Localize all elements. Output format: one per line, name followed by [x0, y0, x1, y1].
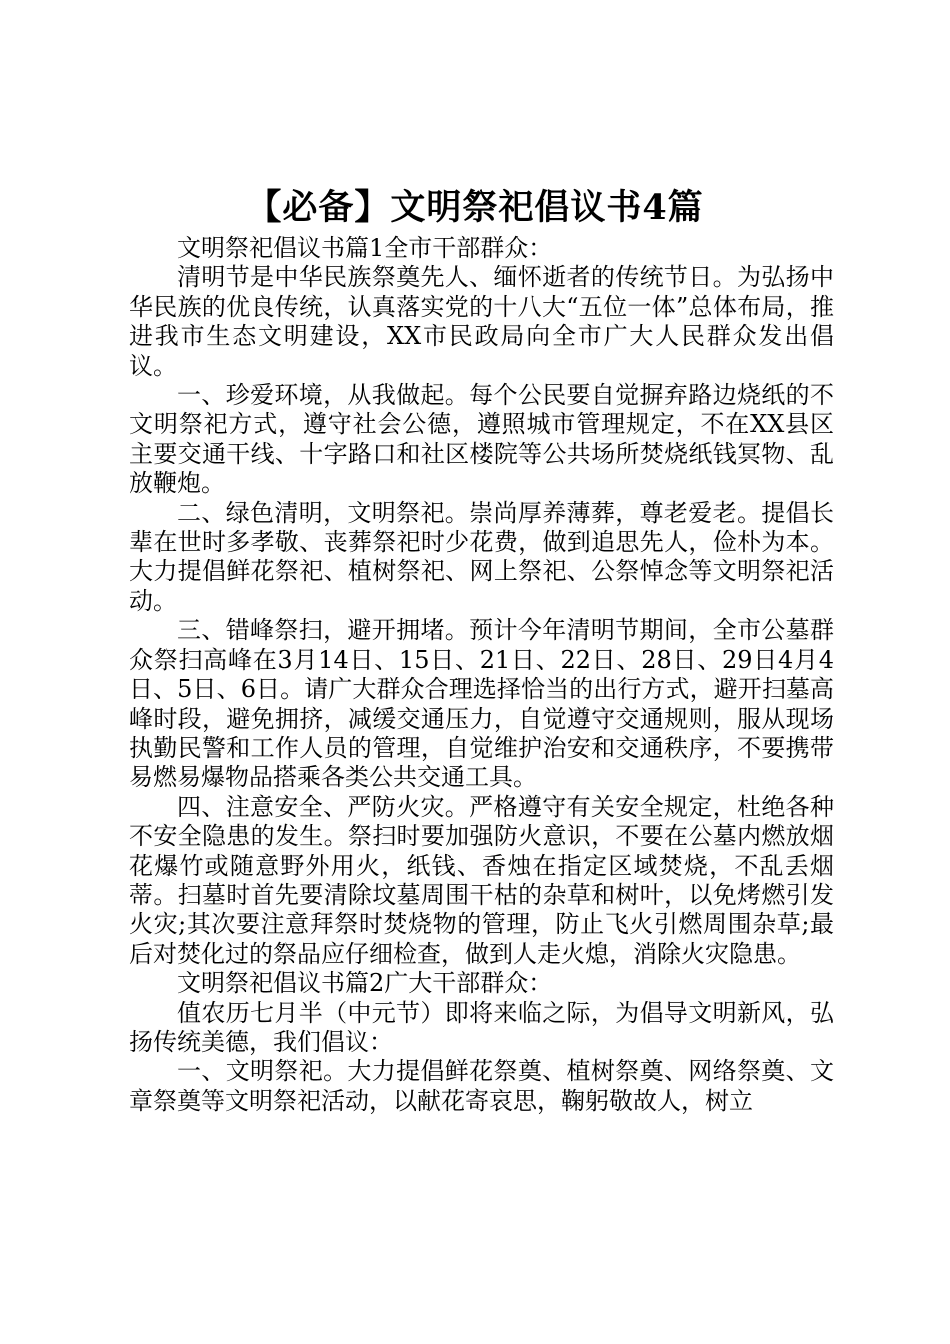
document-body	[129, 234, 834, 1116]
paragraph-section-2-intro: 值农历七月半（中元节）即将来临之际，为倡导文明新风，弘扬传统美德，我们倡议：	[129, 998, 834, 1056]
paragraph-item-2: 二、绿色清明，文明祭祀。崇尚厚养薄葬，尊老爱老。提倡长辈在世时多孝敬、丧葬祭祀时少花费，做到追思先人，俭朴为本。大力提倡鲜花祭祀、植树祭祀、网上祭祀、公祭悼念等文明祭祀活动。	[129, 498, 834, 615]
paragraph-item-4: 四、注意安全、严防火灾。严格遵守有关安全规定，杜绝各种不安全隐患的发生。祭扫时要加强防火意识，不要在公墓内燃放烟花爆竹或随意野外用火，纸钱、香烛在指定区域焚烧，不乱丢烟蒂。扫墓时首先要清除坟墓周围干枯的杂草和树叶，以免烤燃引发火灾;其次要注意拜祭时焚烧物的管理，防止飞火引燃周围杂草;最后对焚化过的祭品应仔细检查，做到人走火熄，消除火灾隐患。	[129, 792, 834, 968]
document-title: 【必备】文明祭祀倡议书4篇	[246, 187, 704, 228]
paragraph-item-1: 一、珍爱环境，从我做起。每个公民要自觉摒弃路边烧纸的不文明祭祀方式，遵守社会公德，遵照城市管理规定，不在XX县区主要交通干线、十字路口和社区楼院等公共场所焚烧纸钱冥物、乱放鞭炮。	[129, 381, 834, 498]
paragraph-section-2-item-1: 一、文明祭祀。大力提倡鲜花祭奠、植树祭奠、网络祭奠、文章祭奠等文明祭祀活动，以献花寄哀思，鞠躬敬故人，树立	[129, 1057, 834, 1115]
paragraph-section-2-heading: 文明祭祀倡议书篇2广大干部群众：	[177, 969, 553, 998]
paragraph-section-1-heading: 文明祭祀倡议书篇1全市干部群众：	[177, 234, 553, 262]
paragraph-item-3: 三、错峰祭扫，避开拥堵。预计今年清明节期间，全市公墓群众祭扫高峰在3月14日、15日、21日、22日、28日、29日4月4日、5日、6日。请广大群众合理选择恰当的出行方式，避开扫墓高峰时段，避免拥挤，减缓交通压力，自觉遵守交通规则，服从现场执勤民警和工作人员的管理，自觉维护治安和交通秩序，不要携带易燃易爆物品搭乘各类公共交通工具。	[129, 616, 834, 792]
paragraph-intro: 清明节是中华民族祭奠先人、缅怀逝者的传统节日。为弘扬中华民族的优良传统，认真落实党的十八大“五位一体”总体布局，推进我市生态文明建设，XX市民政局向全市广大人民群众发出倡议。	[129, 263, 834, 380]
